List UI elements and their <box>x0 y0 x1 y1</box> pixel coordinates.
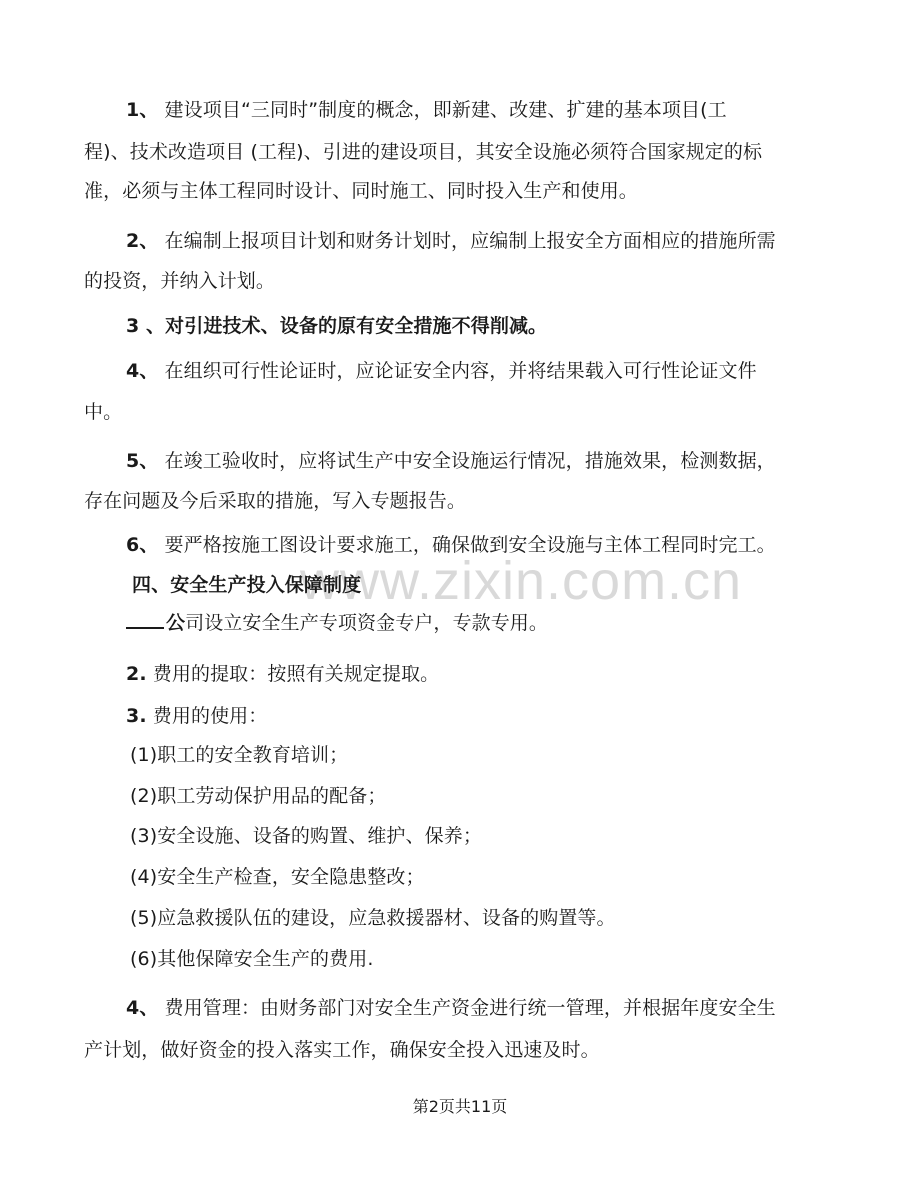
item-4-line-2: 中。 <box>84 401 123 423</box>
blank-underline <box>126 609 164 629</box>
section-para-3 <box>126 703 267 729</box>
use-item: (4)安全生产检查，安全隐患整改； <box>130 866 425 888</box>
watermark: www.zixin.com.cn <box>300 551 743 611</box>
page-number-footer: 第2页共11页 <box>412 1097 508 1116</box>
item-5-line-1 <box>126 448 776 474</box>
para-lead: 公 <box>166 612 186 634</box>
para-number: 2. <box>126 663 147 685</box>
item-text: 要严格按施工图设计要求施工，确保做到安全设施与主体工程同时完工。 <box>158 534 776 556</box>
item-text: 对引进技术、设备的原有安全措施不得削减。 <box>165 315 548 337</box>
item-1-line-2: 程)、技术改造项目 (工程)、引进的建设项目，其安全设施必须符合国家规定的标 <box>84 141 763 163</box>
item-2-line-2: 的投资，并纳入计划。 <box>84 270 276 292</box>
para-number: 3. <box>126 705 147 727</box>
section-title: 四、安全生产投入保障制度 <box>132 574 362 596</box>
item-number: 3 、 <box>126 315 166 337</box>
section-para-4-line-2: 产计划，做好资金的投入落实工作，确保安全投入迅速及时。 <box>84 1039 600 1061</box>
item-2-line-1 <box>126 228 776 254</box>
use-item: (1)职工的安全教育培训； <box>130 744 349 766</box>
para-text: 费用的使用： <box>146 705 268 727</box>
section-para-2 <box>126 661 439 687</box>
use-item: (5)应急救援队伍的建设，应急救援器材、设备的购置等。 <box>130 907 616 929</box>
item-number: 2、 <box>126 230 159 252</box>
item-text: 在竣工验收时，应将试生产中安全设施运行情况，措施效果，检测数据， <box>158 450 776 472</box>
item-text: 建设项目“三同时”制度的概念，即新建、改建、扩建的基本项目(工 <box>158 99 727 121</box>
item-4-line-1 <box>126 358 757 384</box>
item-number: 5、 <box>126 450 159 472</box>
item-1-line-1 <box>126 97 727 123</box>
item-number: 1、 <box>126 99 159 121</box>
para-number: 4、 <box>126 997 159 1019</box>
item-number: 4、 <box>126 360 159 382</box>
section-para-1 <box>126 609 548 636</box>
para-text: 司设立安全生产专项资金专户，专款专用。 <box>185 612 549 634</box>
para-text: 费用管理：由财务部门对安全生产资金进行统一管理，并根据年度安全生 <box>158 997 776 1019</box>
section-para-4-line-1 <box>126 995 776 1021</box>
item-number: 6、 <box>126 534 159 556</box>
use-item: (2)职工劳动保护用品的配备； <box>130 785 387 807</box>
item-3-line-1 <box>126 313 547 339</box>
use-item: (6)其他保障安全生产的费用. <box>130 948 374 970</box>
item-5-line-2: 存在问题及今后采取的措施，写入专题报告。 <box>84 490 467 512</box>
use-item: (3)安全设施、设备的购置、维护、保养； <box>130 825 482 847</box>
para-text: 费用的提取：按照有关规定提取。 <box>146 663 440 685</box>
item-1-line-3: 准，必须与主体工程同时设计、同时施工、同时投入生产和使用。 <box>84 180 638 202</box>
item-text: 在组织可行性论证时，应论证安全内容，并将结果载入可行性论证文件 <box>158 360 757 382</box>
item-6-line-1 <box>126 532 776 558</box>
item-text: 在编制上报项目计划和财务计划时，应编制上报安全方面相应的措施所需 <box>158 230 776 252</box>
